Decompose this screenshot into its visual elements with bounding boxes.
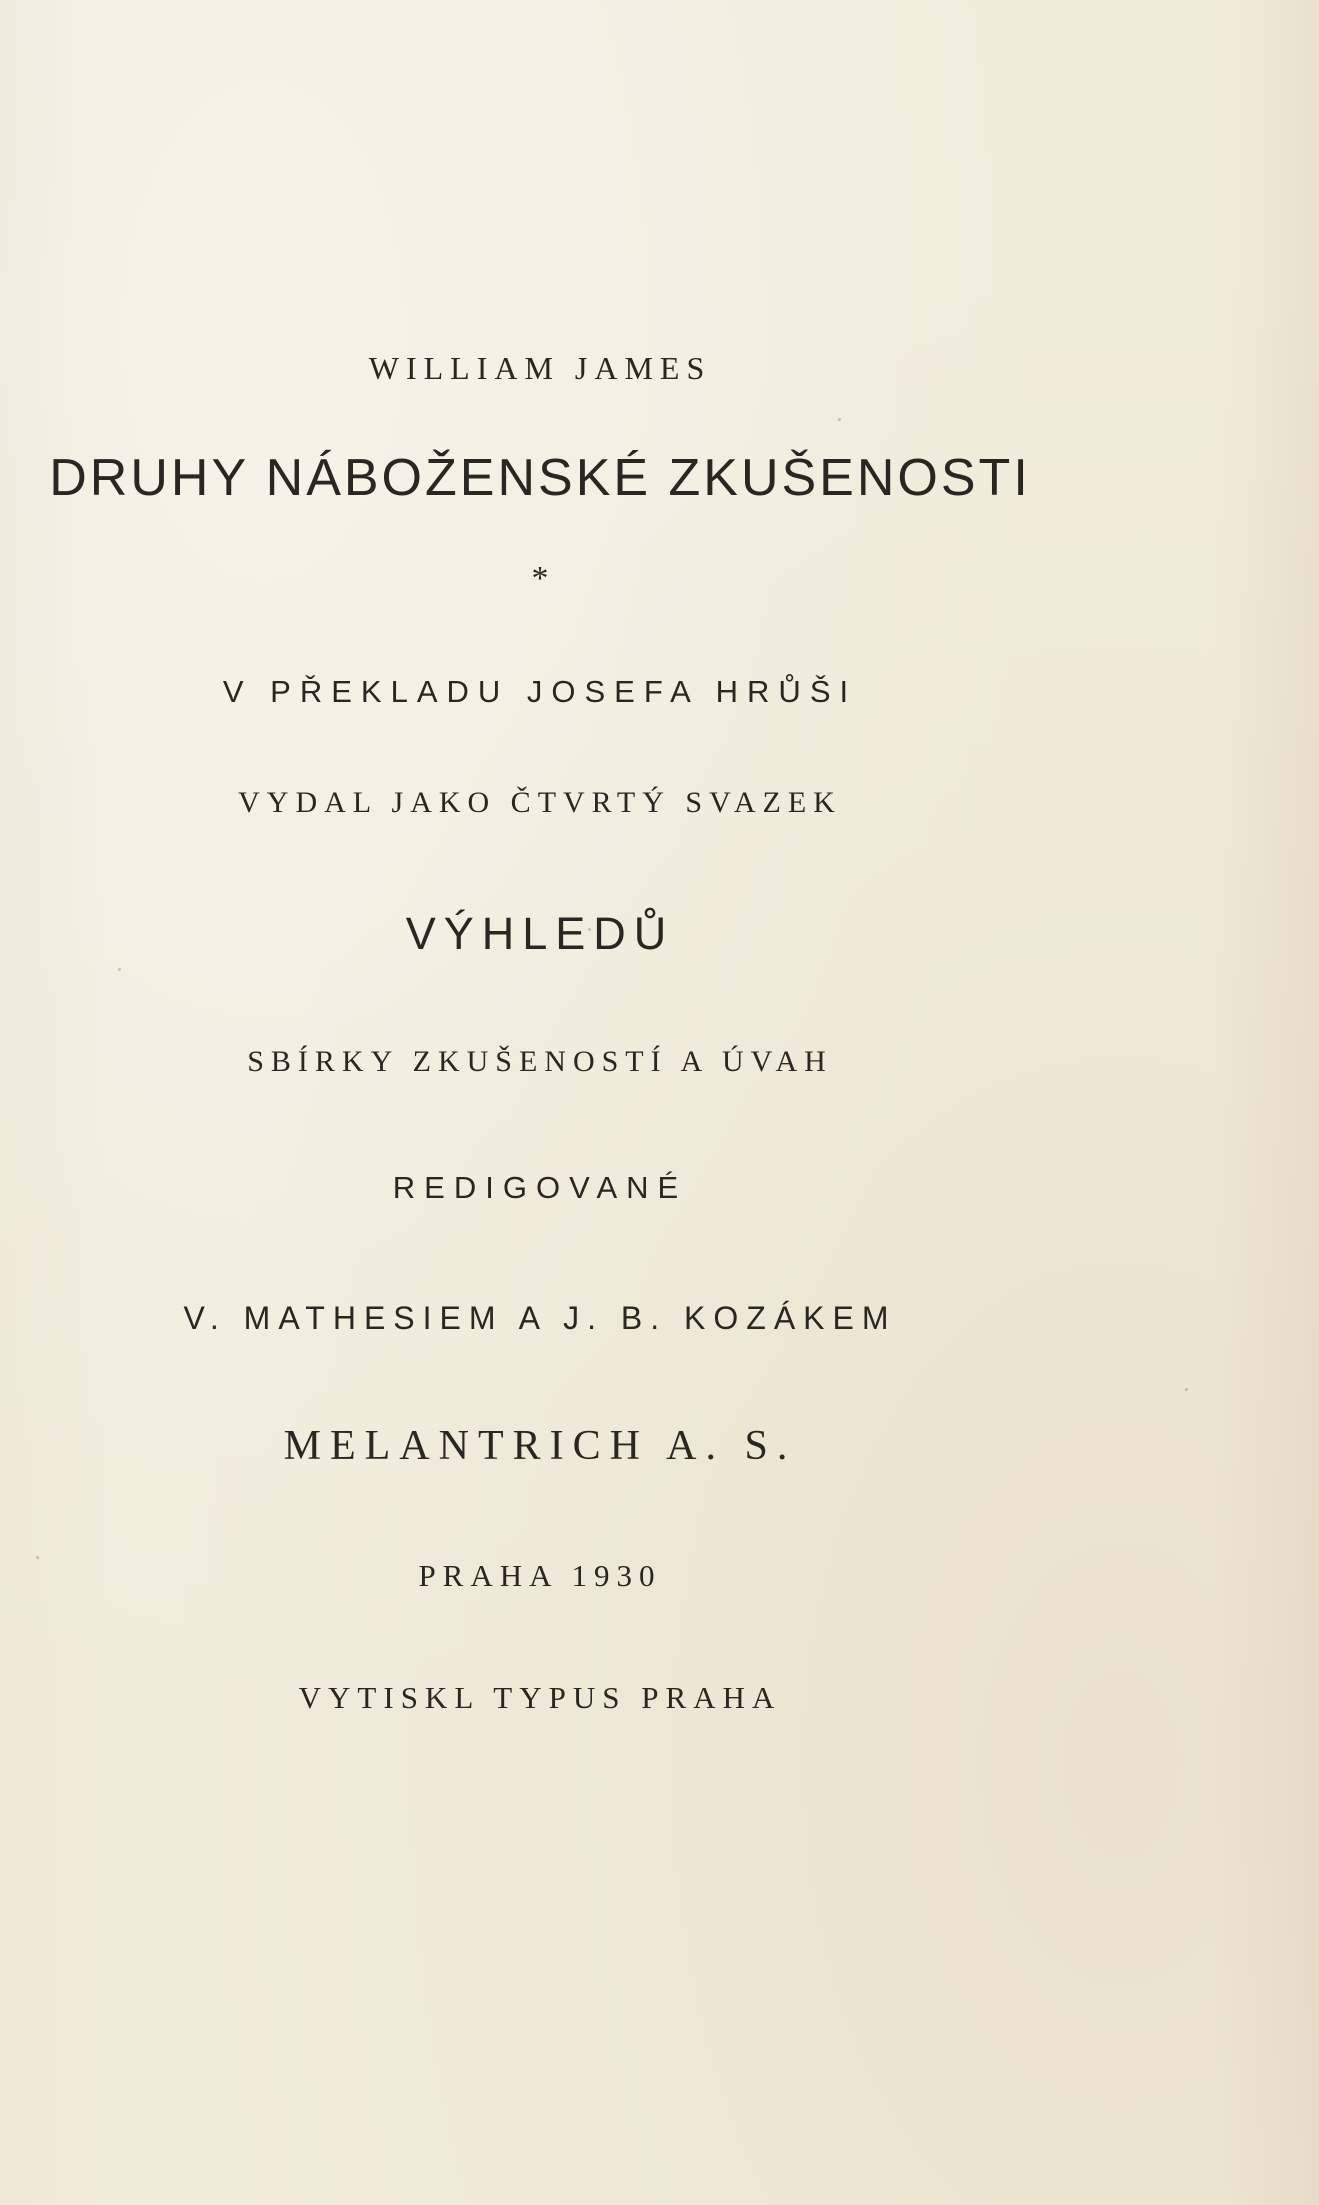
asterisk-ornament: * (531, 560, 549, 597)
paper-speck (1185, 1388, 1188, 1391)
book-title: DRUHY NÁBOŽENSKÉ ZKUŠENOSTI (49, 449, 1031, 507)
series-subtitle: SBÍRKY ZKUŠENOSTÍ A ÚVAH (247, 1045, 833, 1078)
author-name: WILLIAM JAMES (368, 350, 712, 386)
edited-line: REDIGOVANÉ (392, 1170, 688, 1205)
paper-speck (36, 1556, 39, 1559)
paper-speck (588, 928, 591, 931)
edition-line: VYDAL JAKO ČTVRTÝ SVAZEK (238, 786, 842, 819)
publisher-name: MELANTRICH A. S. (283, 1423, 797, 1469)
editors-line: V. MATHESIEM A J. B. KOZÁKEM (183, 1300, 897, 1336)
translator-line: V PŘEKLADU JOSEFA HRŮŠI (222, 674, 858, 709)
series-name: VÝHLEDŮ (405, 908, 675, 959)
paper-speck (118, 968, 121, 971)
printer-line: VYTISKL TYPUS PRAHA (298, 1680, 782, 1715)
paper-speck (838, 418, 841, 421)
place-year: PRAHA 1930 (418, 1558, 662, 1593)
